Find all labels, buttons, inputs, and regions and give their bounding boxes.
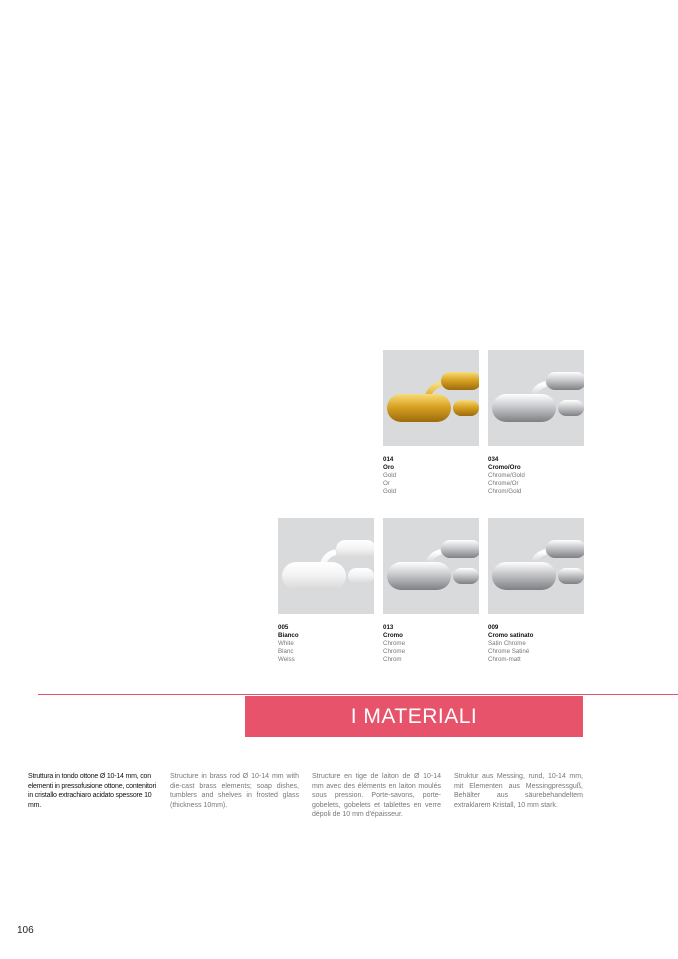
finish-sample-illustration: [383, 350, 479, 446]
description-english: Structure in brass rod Ø 10-14 mm with die-cast brass elements; soap dishes, tumblers and shelves in frosted glass (thickness 10mm).: [170, 773, 299, 809]
swatch-name-de: Gold: [383, 488, 397, 495]
swatch-photo: [278, 518, 374, 614]
finish-sample-illustration: [383, 518, 479, 614]
swatch-009-cromo-satinato: [488, 518, 584, 664]
swatch-name-fr: Or: [383, 480, 390, 487]
swatch-code: 034: [488, 456, 499, 463]
swatch-name-de: Weiss: [278, 656, 295, 663]
swatch-photo: [488, 518, 584, 614]
swatch-name: Cromo: [383, 632, 403, 639]
swatch-name-fr: Chrome: [383, 648, 406, 655]
swatch-code: 009: [488, 624, 499, 631]
swatch-photo: [488, 350, 584, 446]
swatch-code: 005: [278, 624, 289, 631]
swatch-name-en: Satin Chrome: [488, 640, 526, 647]
swatch-name-de: Chrom: [383, 656, 402, 663]
section-title: I MATERIALI: [350, 704, 478, 728]
page-number: 106: [17, 925, 34, 936]
swatch-name: Oro: [383, 464, 395, 471]
swatch-name-fr: Chrome Satiné: [488, 648, 530, 655]
swatch-005-bianco: [278, 518, 374, 664]
swatch-name-fr: Blanc: [278, 648, 294, 655]
finish-sample-illustration: [488, 518, 584, 614]
swatch-name-de: Chrom/Gold: [488, 488, 522, 495]
finish-sample-illustration: [488, 350, 584, 446]
swatch-014-oro: [383, 350, 479, 496]
description-german: Struktur aus Messing, rund, 10-14 mm, mit Elementen aus Messingpressguß, Behälter aus säurebehandeltem extraklarem Kristall, 10 mm stark.: [454, 773, 583, 809]
swatch-photo: [383, 518, 479, 614]
swatch-name: Cromo satinato: [488, 632, 534, 639]
swatch-photo: [383, 350, 479, 446]
swatch-caption: [383, 624, 479, 664]
swatch-code: 013: [383, 624, 394, 631]
swatch-name: Bianco: [278, 632, 299, 639]
swatch-name: Cromo/Oro: [488, 464, 521, 471]
section-title-banner: [245, 696, 583, 737]
banner-rule: [38, 694, 678, 695]
swatch-name-en: Gold: [383, 472, 397, 479]
swatch-name-en: White: [278, 640, 294, 647]
description-french: Structure en tige de laiton de Ø 10-14 mm avec des éléments en laiton moulés sous pression. Porte-savons, porte-gobelets, gobelets et tablettes en verre dépoli de 10 mm d'épaisseur.: [312, 773, 441, 819]
swatch-013-cromo: [383, 518, 479, 664]
swatch-caption: [488, 624, 584, 664]
finish-sample-illustration: [278, 518, 374, 614]
swatch-name-en: Chrome: [383, 640, 406, 647]
swatch-caption: [278, 624, 374, 664]
swatch-caption: [383, 456, 479, 496]
swatch-name-en: Chrome/Gold: [488, 472, 525, 479]
swatch-034-cromo-oro: [488, 350, 584, 496]
swatch-name-de: Chrom-matt: [488, 656, 521, 663]
description-italian: Struttura in tondo ottone Ø 10-14 mm, con elementi in pressofusione ottone, contenitori in cristallo extrachiaro acidato spessore 10 mm.: [28, 773, 156, 809]
swatch-code: 014: [383, 456, 394, 463]
swatch-name-fr: Chrome/Or: [488, 480, 519, 487]
swatch-caption: [488, 456, 584, 496]
